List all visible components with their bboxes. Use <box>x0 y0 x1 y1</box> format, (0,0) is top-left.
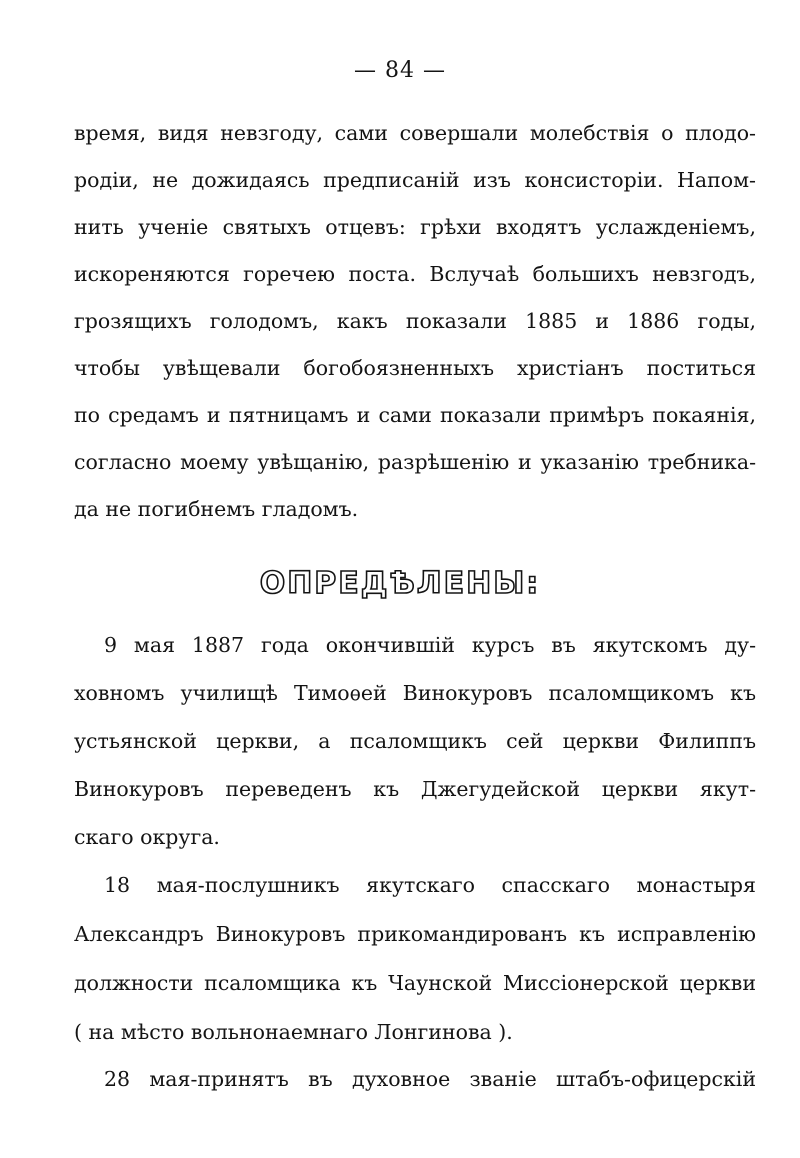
text-line: Винокуровъ переведенъ къ Джегудейской церкви якут- <box>74 777 756 801</box>
text-line: чтобы увѣщевали богобоязненныхъ христіанъ поститься <box>74 356 756 380</box>
text-line: родіи, не дожидаясь предписаній изъ консисторіи. Напом- <box>74 168 756 192</box>
text-line: искореняются горечею поста. Вслучаѣ большихъ невзгодъ, <box>74 262 756 286</box>
text-line: устьянской церкви, а псаломщикъ сей церкви Филиппъ <box>74 729 756 753</box>
text-line: ховномъ училищѣ Тимоѳей Винокуровъ псаломщикомъ къ <box>74 681 756 705</box>
text-line: согласно моему увѣщанію, разрѣшенію и указанію требника- <box>74 450 756 474</box>
page-number: — 84 — <box>354 58 446 83</box>
text-line: да не погибнемъ гладомъ. <box>74 497 359 521</box>
text-line: нить ученіе святыхъ отцевъ: грѣхи входятъ услажденіемъ, <box>74 215 756 239</box>
text-line: 18 мая-послушникъ якутскаго спасскаго монастыря <box>104 873 756 897</box>
text-line: Александръ Винокуровъ прикомандированъ къ исправленію <box>74 922 756 946</box>
text-line: должности псаломщика къ Чаунской Миссіонерской церкви <box>74 971 756 995</box>
text-line: по средамъ и пятницамъ и сами показали примѣръ покаянія, <box>74 403 756 427</box>
section-heading: ОПРЕДѢЛЕНЫ: <box>259 566 541 601</box>
text-line: грозящихъ голодомъ, какъ показали 1885 и 1886 годы, <box>74 309 756 333</box>
text-line: скаго округа. <box>74 825 220 849</box>
text-line: время, видя невзгоду, сами совершали молебствія о плодо- <box>74 121 756 145</box>
text-line: ( на мѣсто вольнонаемнаго Лонгинова ). <box>74 1020 513 1044</box>
text-line: 9 мая 1887 года окончившій курсъ въ якутскомъ ду- <box>104 633 756 657</box>
text-line: 28 мая-принятъ въ духовное званіе штабъ-офицерскій <box>104 1067 756 1091</box>
